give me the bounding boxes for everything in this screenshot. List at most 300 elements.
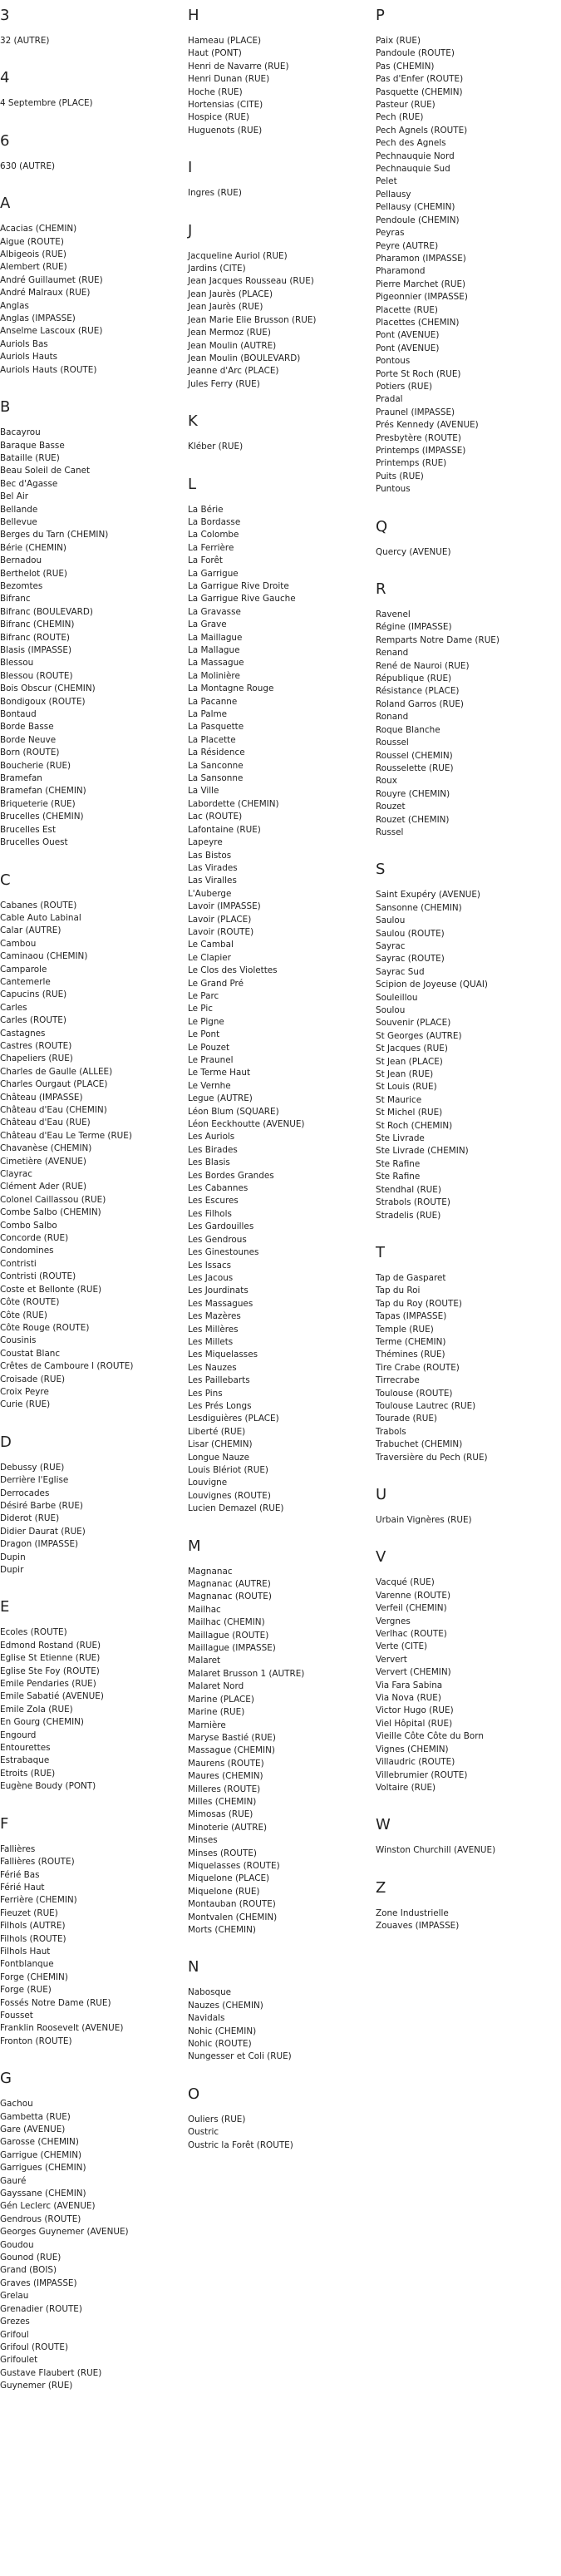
street-list-item: Massague (CHEMIN) [188,1745,275,1756]
street-list-item: Diderot (RUE) [0,1513,60,1524]
street-list-item: Marnière [188,1720,226,1730]
street-list [188,441,372,453]
street-list-item: Les Gardouilles [188,1221,254,1232]
street-list-item: Pech des Agnels [376,138,446,149]
street-list-item: Maillague (ROUTE) [188,1630,269,1641]
street-list-item: Bec d'Agasse [0,478,58,489]
street-list [188,1986,372,2063]
street-list-item: Magnanac (AUTRE) [188,1579,271,1590]
street-list-item: Ecoles (ROUTE) [0,1627,67,1638]
street-list [188,187,372,200]
street-list-item: André Guillaumet (RUE) [0,274,103,285]
street-list-item: Oustric [188,2127,219,2138]
street-list-item: Férié Haut [0,1882,45,1893]
street-list-item: Renand [376,648,409,659]
street-list-item: Le Pigne [188,1016,224,1027]
street-list-item: Pas d'Enfer (ROUTE) [376,74,464,85]
street-list-item: Léon Eeckhoutte (AVENUE) [188,1119,305,1130]
street-list-item: Dragon (IMPASSE) [0,1539,79,1550]
street-list-item: Bifranc (CHEMIN) [0,619,75,630]
street-list [376,1272,560,1464]
street-list-item: Ververt (CHEMIN) [376,1667,451,1678]
street-list-item: Les Gendrous [188,1234,247,1245]
street-list-item: Haut (PONT) [188,48,242,59]
letter-heading: E [0,1598,10,1616]
street-list-item: Bifranc (BOULEVARD) [0,606,93,617]
street-list-item: Combo Salbo [0,1220,57,1231]
street-list-item: Born (ROUTE) [0,748,60,758]
street-list [188,1566,372,1937]
street-list-item: Grezes [0,2317,30,2327]
street-list [0,35,185,47]
street-list-item: Navidals [188,2013,225,2024]
street-list-item: Chavanèse (CHEMIN) [0,1143,92,1154]
street-list-item: Filhols (ROUTE) [0,1933,66,1944]
street-list-item: Pellausy [376,189,411,200]
street-list-item: André Malraux (RUE) [0,288,91,299]
street-list-item: Bernadou [0,555,42,566]
street-list-item: Gustave Flaubert (RUE) [0,2367,102,2378]
street-list-item: Voltaire (RUE) [376,1782,436,1793]
street-list-item: Souleillou [376,992,418,1003]
letter-heading: G [0,2070,12,2088]
street-list-item: Scipion de Joyeuse (QUAI) [376,980,488,990]
street-list-item: Le Grand Pré [188,978,244,989]
street-list-item: Georges Guynemer (AVENUE) [0,2227,129,2238]
letter-section [376,7,560,496]
street-list-item: Garosse (CHEMIN) [0,2137,79,2148]
letter-section [188,159,372,200]
street-list-item: Gachou [0,2099,33,2110]
street-list-item: Ste Livrade (CHEMIN) [376,1146,469,1157]
street-list-item: Vergnes [376,1616,411,1626]
street-list-item: Brucelles (CHEMIN) [0,812,84,822]
street-list-item: Tirrecrabe [376,1375,420,1386]
street-list-item: Ste Rafine [376,1172,421,1182]
letter-heading: L [188,475,197,493]
street-list-item: Côte Rouge (ROUTE) [0,1322,90,1333]
street-list-item: La Gravasse [188,606,241,617]
letter-section [188,412,372,453]
street-list-item: Maillague (IMPASSE) [188,1643,276,1654]
street-list-item: Gén Leclerc (AVENUE) [0,2201,96,2212]
street-list-item: Saulou (ROUTE) [376,928,445,939]
street-list-item: Bondigoux (ROUTE) [0,696,86,707]
letter-section [376,1548,560,1794]
street-list-item: Pharamon (IMPASSE) [376,253,466,264]
street-list-item: Nabosque [188,1987,232,1998]
street-list-item: Brucelles Ouest [0,837,68,848]
street-list-item: Potiers (RUE) [376,381,433,392]
street-list-item: Cimetière (AVENUE) [0,1156,86,1167]
street-list [376,1514,560,1527]
letter-heading: P [376,7,385,24]
street-list-item: Bel Air [0,491,28,502]
street-list-item: La Montagne Rouge [188,683,274,694]
street-list-item: Les Millets [188,1336,234,1347]
street-list-item: Le Terme Haut [188,1068,251,1078]
street-list-item: Victor Hugo (RUE) [376,1705,454,1716]
street-list-item: Villebrumier (ROUTE) [376,1769,468,1780]
street-list-item: Guynemer (RUE) [0,2381,73,2391]
street-list-item: Clément Ader (RUE) [0,1182,86,1192]
street-list-item: La Molinière [188,670,240,681]
street-list-item: La Résidence [188,748,245,758]
street-list-item: Tourade (RUE) [376,1414,437,1424]
street-list-item: Rouyre (CHEMIN) [376,788,450,799]
street-list-item: Milles (CHEMIN) [188,1796,257,1807]
street-list-item: Lavoir (ROUTE) [188,926,254,937]
street-list-item: Alembert (RUE) [0,262,67,273]
street-list-item: Henri de Navarre (RUE) [188,61,289,72]
street-list-item: Garrigue (CHEMIN) [0,2149,82,2160]
street-list [188,504,372,1516]
street-list-item: République (RUE) [376,674,452,684]
street-list-item: Zone Industrielle [376,1907,449,1918]
street-list [188,250,372,391]
street-list-item: Fossés Notre Dame (RUE) [0,1997,111,2008]
street-list-item: Eglise Ste Foy (ROUTE) [0,1666,100,1676]
street-list-item: Les Prés Longs [188,1400,252,1411]
street-list-item: Cable Auto Labinal [0,912,81,923]
street-list-item: Bérie (CHEMIN) [0,542,66,553]
street-list-item: Minoterie (AUTRE) [188,1822,268,1833]
street-list-item: Pech Agnels (ROUTE) [376,125,468,136]
index-column-1 [0,7,185,2415]
letter-section [188,222,372,391]
street-list-item: Clayrac [0,1169,33,1180]
street-list-item: Pradal [376,394,403,405]
street-list-item: Fallières [0,1843,36,1854]
index-column-3 [376,7,560,1955]
street-list-item: Grand (BOIS) [0,2265,57,2276]
street-list-item: Printemps (RUE) [376,458,447,469]
street-list-item: Auriols Hauts (ROUTE) [0,364,97,375]
letter-heading: Z [376,1878,386,1897]
street-list-item: Edmond Rostand (RUE) [0,1640,101,1651]
letter-section [376,1879,560,1933]
street-list-item: Bontaud [0,709,37,720]
letter-section [188,1537,372,1937]
street-list-item: Eugène Boudy (PONT) [0,1781,96,1792]
street-list-item: Le Parc [188,990,219,1001]
street-list-item: Goudou [0,2239,34,2250]
street-list-item: Les Mazères [188,1311,241,1322]
street-list-item: Louvignes (ROUTE) [188,1490,271,1501]
street-list-item: La Colombe [188,530,239,540]
street-list-item: Roux [376,776,397,787]
street-list-item: Lisar (CHEMIN) [188,1439,253,1450]
street-list-item: Etroits (RUE) [0,1768,56,1779]
street-list-item: Temple (RUE) [376,1324,434,1335]
letter-heading: H [188,7,199,24]
street-list-item: Mailhac (CHEMIN) [188,1617,265,1628]
street-list-item: Porte St Roch (RUE) [376,368,461,379]
street-list-item: Lafontaine (RUE) [188,824,261,835]
street-list-item: Blasis (IMPASSE) [0,645,72,655]
street-list [0,97,185,110]
street-list-item: Bois Obscur (CHEMIN) [0,683,96,694]
street-list-item: Forge (CHEMIN) [0,1971,68,1982]
street-list-item: St Louis (RUE) [376,1082,437,1093]
letter-heading: C [0,871,11,889]
letter-section [188,2085,372,2152]
street-list-item: Las Bistos [188,850,232,861]
street-list-item: Les Paillebarts [188,1375,250,1386]
street-list-item: Cousinis [0,1335,37,1346]
street-list-item: La Placette [188,734,236,745]
street-list-item: La Forêt [188,555,223,566]
letter-heading: V [376,1548,386,1567]
street-list-item: Dupir [0,1565,24,1575]
letter-section [376,861,560,1222]
street-list-item: Graves (IMPASSE) [0,2277,77,2288]
street-list-item: Pandoule (ROUTE) [376,48,455,59]
street-list-item: Les Birades [188,1144,238,1155]
street-list-item: Hortensias (CITE) [188,100,263,111]
street-list-item: Berthelot (RUE) [0,568,67,579]
street-list-item: Castagnes [0,1028,46,1039]
street-list-item: Château d'Eau Le Terme (RUE) [0,1130,132,1141]
street-list-item: Carles (ROUTE) [0,1015,66,1026]
street-list-item: Auriols Bas [0,338,48,349]
street-list-item: Stendhal (RUE) [376,1184,441,1195]
street-list-item: Vignes (CHEMIN) [376,1744,449,1754]
street-list-item: Soulou [376,1005,406,1015]
street-list-item: Grenadier (ROUTE) [0,2303,82,2314]
street-list-item: Hoche (RUE) [188,86,243,97]
street-list-item: Le Cambal [188,940,234,950]
street-list [188,2114,372,2152]
street-list-item: Pechnauquie Sud [376,164,450,175]
street-list-item: Puntous [376,484,411,495]
street-list-item: Auriols Hauts [0,352,58,363]
street-list-item: Morts (CHEMIN) [188,1925,256,1935]
letter-heading: W [376,1816,391,1834]
street-list-item: Franklin Roosevelt (AVENUE) [0,2023,124,2034]
street-list-item: Contristi [0,1258,37,1269]
street-list-item: Russel [376,827,404,837]
street-list-item: Jean Moulin (BOULEVARD) [188,353,301,363]
street-list-item: Mailhac [188,1604,221,1615]
street-list-item: Vacqué (RUE) [376,1577,435,1588]
street-list-item: Fallières (ROUTE) [0,1857,75,1868]
street-list-item: Jules Ferry (RUE) [188,378,260,389]
street-list-item: Roussel [376,738,409,748]
street-list-item: Maures (CHEMIN) [188,1771,263,1782]
street-list-item: Fronton (ROUTE) [0,2036,72,2046]
street-list-item: La Garrigue Rive Gauche [188,594,296,605]
street-list-item: Estrabaque [0,1755,50,1766]
street-list-item: Cabanes (ROUTE) [0,900,77,910]
street-list-item: Nauzes (CHEMIN) [188,2000,263,2011]
street-list-item: Lucien Demazel (RUE) [188,1503,284,1514]
street-list-item: Miquelone (RUE) [188,1886,260,1897]
street-list-item: Jean Jacques Rousseau (RUE) [188,276,314,287]
street-list-item: Gendrous (ROUTE) [0,2213,81,2224]
street-list-item: Le Vernhe [188,1080,231,1091]
street-list-item: Nohic (ROUTE) [188,2039,252,2050]
street-list-item: St Georges (AUTRE) [376,1030,462,1041]
letter-section [188,1958,372,2063]
street-list-item: Croix Peyre [0,1386,49,1397]
street-list-item: Désiré Barbe (RUE) [0,1500,83,1511]
street-list-item: Pas (CHEMIN) [376,61,435,72]
street-list-item: Puits (RUE) [376,471,424,481]
street-list-item: Les Millères [188,1324,239,1335]
street-list-item: Ravenel [376,609,411,620]
street-list-item: La Grave [188,619,227,630]
letter-heading: A [0,195,11,213]
street-list-item: Lapeyre [188,837,223,848]
street-list-item: Miquelasses (ROUTE) [188,1860,280,1871]
street-list-item: Pech (RUE) [376,112,424,123]
street-list-item: Aigue (ROUTE) [0,236,64,247]
street-list-item: Oustric la Forêt (ROUTE) [188,2139,293,2150]
street-list-item: Coustat Blanc [0,1348,61,1359]
street-list-item: Labordette (CHEMIN) [188,798,279,809]
street-list [0,1626,185,1793]
street-list-item: Tapas (IMPASSE) [376,1311,447,1322]
street-list [0,1843,185,2049]
street-list-item: Via Nova (RUE) [376,1693,441,1704]
street-list-item: Berges du Tarn (CHEMIN) [0,530,109,540]
street-list-item: Maryse Bastié (RUE) [188,1732,276,1743]
street-list-item: Côte (RUE) [0,1310,47,1320]
letter-section [0,195,185,377]
street-list [0,1462,185,1577]
street-list-item: Curie (RUE) [0,1399,51,1410]
street-list-item: La Garrigue Rive Droite [188,580,289,591]
street-list-item: 4 Septembre (PLACE) [0,98,93,109]
letter-heading: 6 [0,131,10,150]
street-list-item: L'Auberge [188,888,232,899]
street-list-item: Trabols [376,1426,406,1437]
street-list-item: Winston Churchill (AVENUE) [376,1845,496,1856]
street-list-item: Hospice (RUE) [188,112,249,123]
street-list-item: Sayrac (ROUTE) [376,954,445,965]
street-list-item: Pasteur (RUE) [376,100,436,111]
street-list-item: Via Fara Sabina [376,1680,443,1690]
street-list-item: Ingres (RUE) [188,188,242,199]
street-list-item: Las Viralles [188,876,237,886]
street-list-item: Borde Neuve [0,734,57,745]
street-list-item: Pelet [376,176,397,187]
street-list-item: Legue (AUTRE) [188,1093,253,1104]
street-list-item: Pellausy (CHEMIN) [376,202,455,213]
street-list-item: Toulouse Lautrec (RUE) [376,1400,476,1411]
letter-section [0,132,185,173]
street-list-item: Kléber (RUE) [188,442,244,452]
street-list-item: Eglise St Etienne (RUE) [0,1653,101,1664]
street-list-item: Castres (ROUTE) [0,1040,72,1051]
street-list-item: Blessou (ROUTE) [0,670,73,681]
street-list-item: Montauban (ROUTE) [188,1899,276,1910]
letter-heading: J [188,221,193,239]
street-list-item: Longue Nauze [188,1452,249,1463]
street-list-item: Ronand [376,712,409,723]
letter-heading: U [376,1486,387,1503]
street-list-item: En Gourg (CHEMIN) [0,1717,84,1728]
street-list-item: La Maillague [188,632,243,643]
street-list-item: La Bordasse [188,516,241,527]
street-list-item: Didier Daurat (RUE) [0,1526,86,1537]
street-list-item: Saint Exupéry (AVENUE) [376,890,480,901]
street-list-item: Malaret Nord [188,1681,244,1692]
street-list-item: Bifranc (ROUTE) [0,632,70,643]
street-list-item: Pendoule (CHEMIN) [376,215,460,225]
letter-heading: Q [376,517,388,535]
street-list [376,1844,560,1857]
street-list-item: Tap du Roi [376,1286,421,1296]
street-list-item: Château d'Eau (RUE) [0,1118,91,1128]
street-list-item: Charles de Gaulle (ALLEE) [0,1066,113,1077]
letter-heading: O [188,2085,200,2103]
street-list-item: Camparole [0,964,47,975]
street-list-item: Rouzet [376,802,406,812]
street-list [0,2098,185,2392]
street-list-item: Lesdiguières (PLACE) [188,1414,279,1424]
street-list-item: Pierre Marchet (RUE) [376,279,466,289]
street-list-item: Toulouse (ROUTE) [376,1388,453,1399]
street-list-item: Les Ginestounes [188,1247,259,1258]
street-list-item: Les Jacous [188,1272,234,1283]
street-list-item: Rousselette (RUE) [376,762,454,773]
street-list-item: Derrocades [0,1488,50,1498]
street-list-item: Pasquette (CHEMIN) [376,86,463,97]
street-list [0,160,185,173]
street-list-item: Ste Livrade [376,1133,425,1144]
street-list-item: Quercy (AVENUE) [376,546,451,557]
street-list-item: Le Pouzet [188,1042,230,1053]
letter-heading: F [0,1814,9,1833]
street-list-item: St Roch (CHEMIN) [376,1120,453,1131]
street-list-item: Colonel Caillassou (RUE) [0,1194,106,1205]
street-list-item: Roussel (CHEMIN) [376,750,453,761]
street-list-item: Marine (RUE) [188,1707,245,1718]
letter-heading: M [188,1537,201,1555]
street-list-item: Malaret [188,1656,221,1666]
street-list-item: Cambou [0,938,37,949]
street-list-item: Gayssane (CHEMIN) [0,2189,86,2199]
street-list-item: René de Nauroi (RUE) [376,660,470,671]
letter-section [0,7,185,47]
street-list-item: Charles Ourgaut (PLACE) [0,1079,108,1090]
street-list-item: Roland Garros (RUE) [376,698,464,709]
street-list-item: Ouliers (RUE) [188,2114,246,2124]
street-list-item: Les Blasis [188,1157,230,1168]
street-list-item: Ferrière (CHEMIN) [0,1895,77,1906]
street-list-item: Jeanne d'Arc (PLACE) [188,366,279,377]
street-list-item: Jean Moulin (AUTRE) [188,340,277,351]
street-list-item: Minses (ROUTE) [188,1848,257,1858]
letter-section [376,518,560,559]
street-list-item: Anglas (IMPASSE) [0,313,76,324]
letter-section [188,476,372,1516]
street-list-item: Fontblanque [0,1959,54,1970]
street-list-item: Grifoul [0,2329,29,2340]
street-list-item: Verfeil (CHEMIN) [376,1603,447,1614]
street-list-item: Gounod (RUE) [0,2253,62,2263]
street-list-item: Anglas [0,300,29,311]
street-list-item: Souvenir (PLACE) [376,1018,451,1029]
street-list-item: Huguenots (RUE) [188,125,263,136]
street-list [0,427,185,849]
street-list-item: Borde Basse [0,722,54,733]
street-list-item: Les Nauzes [188,1362,237,1373]
street-list-item: Montvalen (CHEMIN) [188,1912,278,1922]
street-list-item: Bellande [0,504,38,515]
